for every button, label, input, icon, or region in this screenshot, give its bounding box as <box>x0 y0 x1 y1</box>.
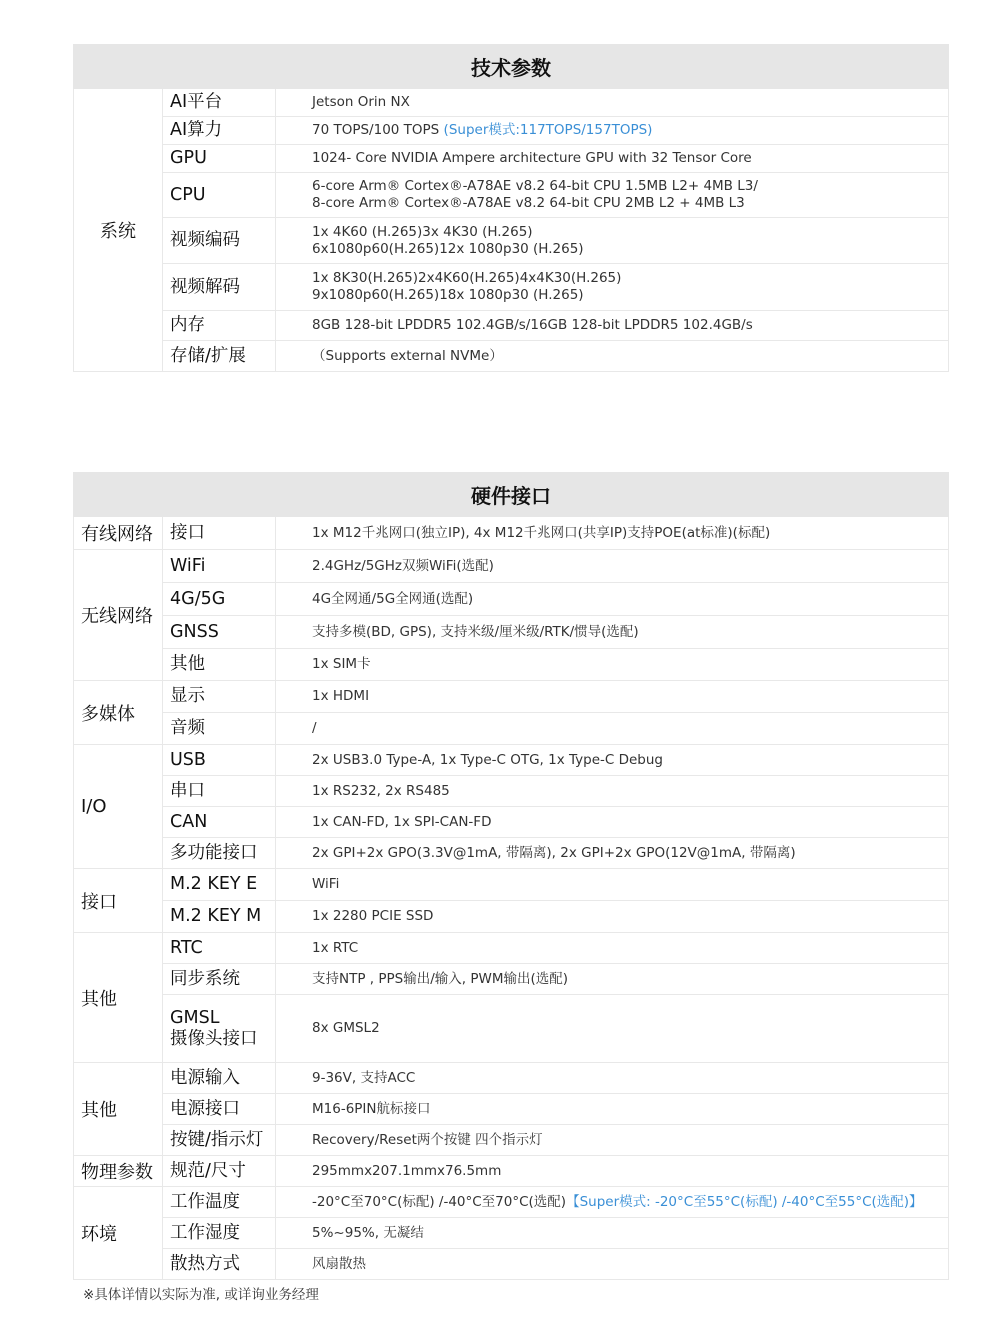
footnote: ※具体详情以实际为准, 或详询业务经理 <box>83 1287 319 1303</box>
table-row <box>74 616 949 649</box>
table-row <box>74 583 949 616</box>
category-multimedia: 多媒体 <box>74 681 163 745</box>
table-row <box>74 145 949 173</box>
table-row <box>74 1063 949 1094</box>
table-row <box>74 995 949 1063</box>
table-row <box>74 1187 949 1218</box>
table-row <box>74 1218 949 1249</box>
tech-spec-table <box>73 44 949 372</box>
row-value: 支持多模(BD, GPS), 支持米级/厘米级/RTK/惯导(选配) <box>276 616 949 649</box>
row-value <box>276 264 949 311</box>
table-row <box>74 517 949 550</box>
row-value: 1x M12千兆网口(独立IP), 4x M12千兆网口(共享IP)支持POE(at标准)(标配) <box>276 517 949 550</box>
table-row <box>74 1249 949 1280</box>
row-value: 2x USB3.0 Type-A, 1x Type-C OTG, 1x Type-C Debug <box>276 745 949 776</box>
row-value <box>276 173 949 218</box>
row-value: 5%~95%, 无凝结 <box>276 1218 949 1249</box>
row-value: 1x 2280 PCIE SSD <box>276 901 949 933</box>
table-row <box>74 838 949 869</box>
row-value: 8x GMSL2 <box>276 995 949 1063</box>
row-label <box>163 995 276 1063</box>
table-row <box>74 264 949 311</box>
row-label: 工作湿度 <box>163 1218 276 1249</box>
row-label: CAN <box>163 807 276 838</box>
hardware-interface-title: 硬件接口 <box>74 473 949 517</box>
row-value: 支持NTP , PPS输出/输入, PWM输出(选配) <box>276 964 949 995</box>
row-value: 9-36V, 支持ACC <box>276 1063 949 1094</box>
table-row <box>74 964 949 995</box>
category-other-power: 其他 <box>74 1063 163 1156</box>
value-line: 9x1080p60(H.265)18x 1080p30 (H.265) <box>312 287 584 303</box>
row-label: 视频解码 <box>163 264 276 311</box>
table-row <box>74 173 949 218</box>
table-row <box>74 218 949 264</box>
row-value: WiFi <box>276 869 949 901</box>
row-label: RTC <box>163 933 276 964</box>
super-mode-highlight: 【Super模式: -20°C至55°C(标配) /-40°C至55°C(选配)】 <box>566 1193 923 1210</box>
row-value: 4G全网通/5G全网通(选配) <box>276 583 949 616</box>
row-label: 电源输入 <box>163 1063 276 1094</box>
row-value: Recovery/Reset两个按键 四个指示灯 <box>276 1125 949 1156</box>
row-label: 按键/指示灯 <box>163 1125 276 1156</box>
row-label: 视频编码 <box>163 218 276 264</box>
super-mode-highlight: (Super模式:117TOPS/157TOPS) <box>443 122 653 138</box>
value-line: 8-core Arm® Cortex®-A78AE v8.2 64-bit CPU 2MB L2 + 4MB L3 <box>312 195 745 211</box>
table-row <box>74 713 949 745</box>
row-value: 1x SIM卡 <box>276 649 949 681</box>
row-label: 散热方式 <box>163 1249 276 1280</box>
row-value: 2x GPI+2x GPO(3.3V@1mA, 带隔离), 2x GPI+2x GPO(12V@1mA, 带隔离) <box>276 838 949 869</box>
table-row <box>74 649 949 681</box>
row-value: 295mmx207.1mmx76.5mm <box>276 1156 949 1187</box>
value-text: -20°C至70°C(标配) /-40°C至70°C(选配) <box>312 1193 567 1210</box>
value-line: 1x 8K30(H.265)2x4K60(H.265)4x4K30(H.265) <box>312 270 622 286</box>
tech-spec-title: 技术参数 <box>74 45 949 89</box>
table-row <box>74 1125 949 1156</box>
row-value: （Supports external NVMe） <box>276 341 949 372</box>
row-label: 规范/尺寸 <box>163 1156 276 1187</box>
row-label: AI算力 <box>163 117 276 145</box>
row-value: 1024- Core NVIDIA Ampere architecture GPU with 32 Tensor Core <box>276 145 949 173</box>
value-text: 70 TOPS/100 TOPS <box>312 122 444 138</box>
row-label: 其他 <box>163 649 276 681</box>
category-physical: 物理参数 <box>74 1156 163 1187</box>
row-value <box>276 1187 949 1218</box>
row-label: GNSS <box>163 616 276 649</box>
row-value: / <box>276 713 949 745</box>
row-value: 1x RS232, 2x RS485 <box>276 776 949 807</box>
row-value <box>276 117 949 145</box>
row-label: 多功能接口 <box>163 838 276 869</box>
table-row <box>74 1156 949 1187</box>
hardware-interface-header <box>74 473 949 517</box>
value-line: 6x1080p60(H.265)12x 1080p30 (H.265) <box>312 240 584 257</box>
row-label: M.2 KEY M <box>163 901 276 933</box>
category-wireless-network: 无线网络 <box>74 550 163 681</box>
table-row <box>74 550 949 583</box>
label-line: GMSL <box>170 1007 220 1028</box>
row-label: 存储/扩展 <box>163 341 276 372</box>
table-row <box>74 89 949 117</box>
row-label: 串口 <box>163 776 276 807</box>
row-value: 2.4GHz/5GHz双频WiFi(选配) <box>276 550 949 583</box>
row-value: Jetson Orin NX <box>276 89 949 117</box>
row-value: 风扇散热 <box>276 1249 949 1280</box>
row-value: 1x HDMI <box>276 681 949 713</box>
table-row <box>74 311 949 341</box>
row-label: 电源接口 <box>163 1094 276 1125</box>
label-line: 摄像头接口 <box>170 1028 258 1049</box>
row-value <box>276 218 949 264</box>
table-row <box>74 807 949 838</box>
row-value: 8GB 128-bit LPDDR5 102.4GB/s/16GB 128-bit LPDDR5 102.4GB/s <box>276 311 949 341</box>
row-value: 1x RTC <box>276 933 949 964</box>
table-row <box>74 776 949 807</box>
table-row <box>74 681 949 713</box>
row-label: M.2 KEY E <box>163 869 276 901</box>
value-line: 1x 4K60 (H.265)3x 4K30 (H.265) <box>312 223 533 240</box>
table-row <box>74 1094 949 1125</box>
row-value: 1x CAN-FD, 1x SPI-CAN-FD <box>276 807 949 838</box>
hardware-interface-table <box>73 472 949 1280</box>
category-interface: 接口 <box>74 869 163 933</box>
row-label: 同步系统 <box>163 964 276 995</box>
category-io: I/O <box>74 745 163 869</box>
table-row <box>74 341 949 372</box>
row-label: 工作温度 <box>163 1187 276 1218</box>
category-wired-network: 有线网络 <box>74 517 163 550</box>
table-row <box>74 901 949 933</box>
tech-spec-header <box>74 45 949 89</box>
row-label: 接口 <box>163 517 276 550</box>
row-label: AI平台 <box>163 89 276 117</box>
row-value: M16-6PIN航标接口 <box>276 1094 949 1125</box>
row-label: 显示 <box>163 681 276 713</box>
table-row <box>74 933 949 964</box>
row-label: 音频 <box>163 713 276 745</box>
value-line: 6-core Arm® Cortex®-A78AE v8.2 64-bit CPU 1.5MB L2+ 4MB L3/ <box>312 178 758 194</box>
row-label: GPU <box>163 145 276 173</box>
row-label: USB <box>163 745 276 776</box>
category-other: 其他 <box>74 933 163 1063</box>
table-row <box>74 869 949 901</box>
row-label: 内存 <box>163 311 276 341</box>
row-label: WiFi <box>163 550 276 583</box>
table-row <box>74 745 949 776</box>
row-label: 4G/5G <box>163 583 276 616</box>
category-system: 系统 <box>74 89 163 372</box>
category-environment: 环境 <box>74 1187 163 1280</box>
row-label: CPU <box>163 173 276 218</box>
table-row <box>74 117 949 145</box>
